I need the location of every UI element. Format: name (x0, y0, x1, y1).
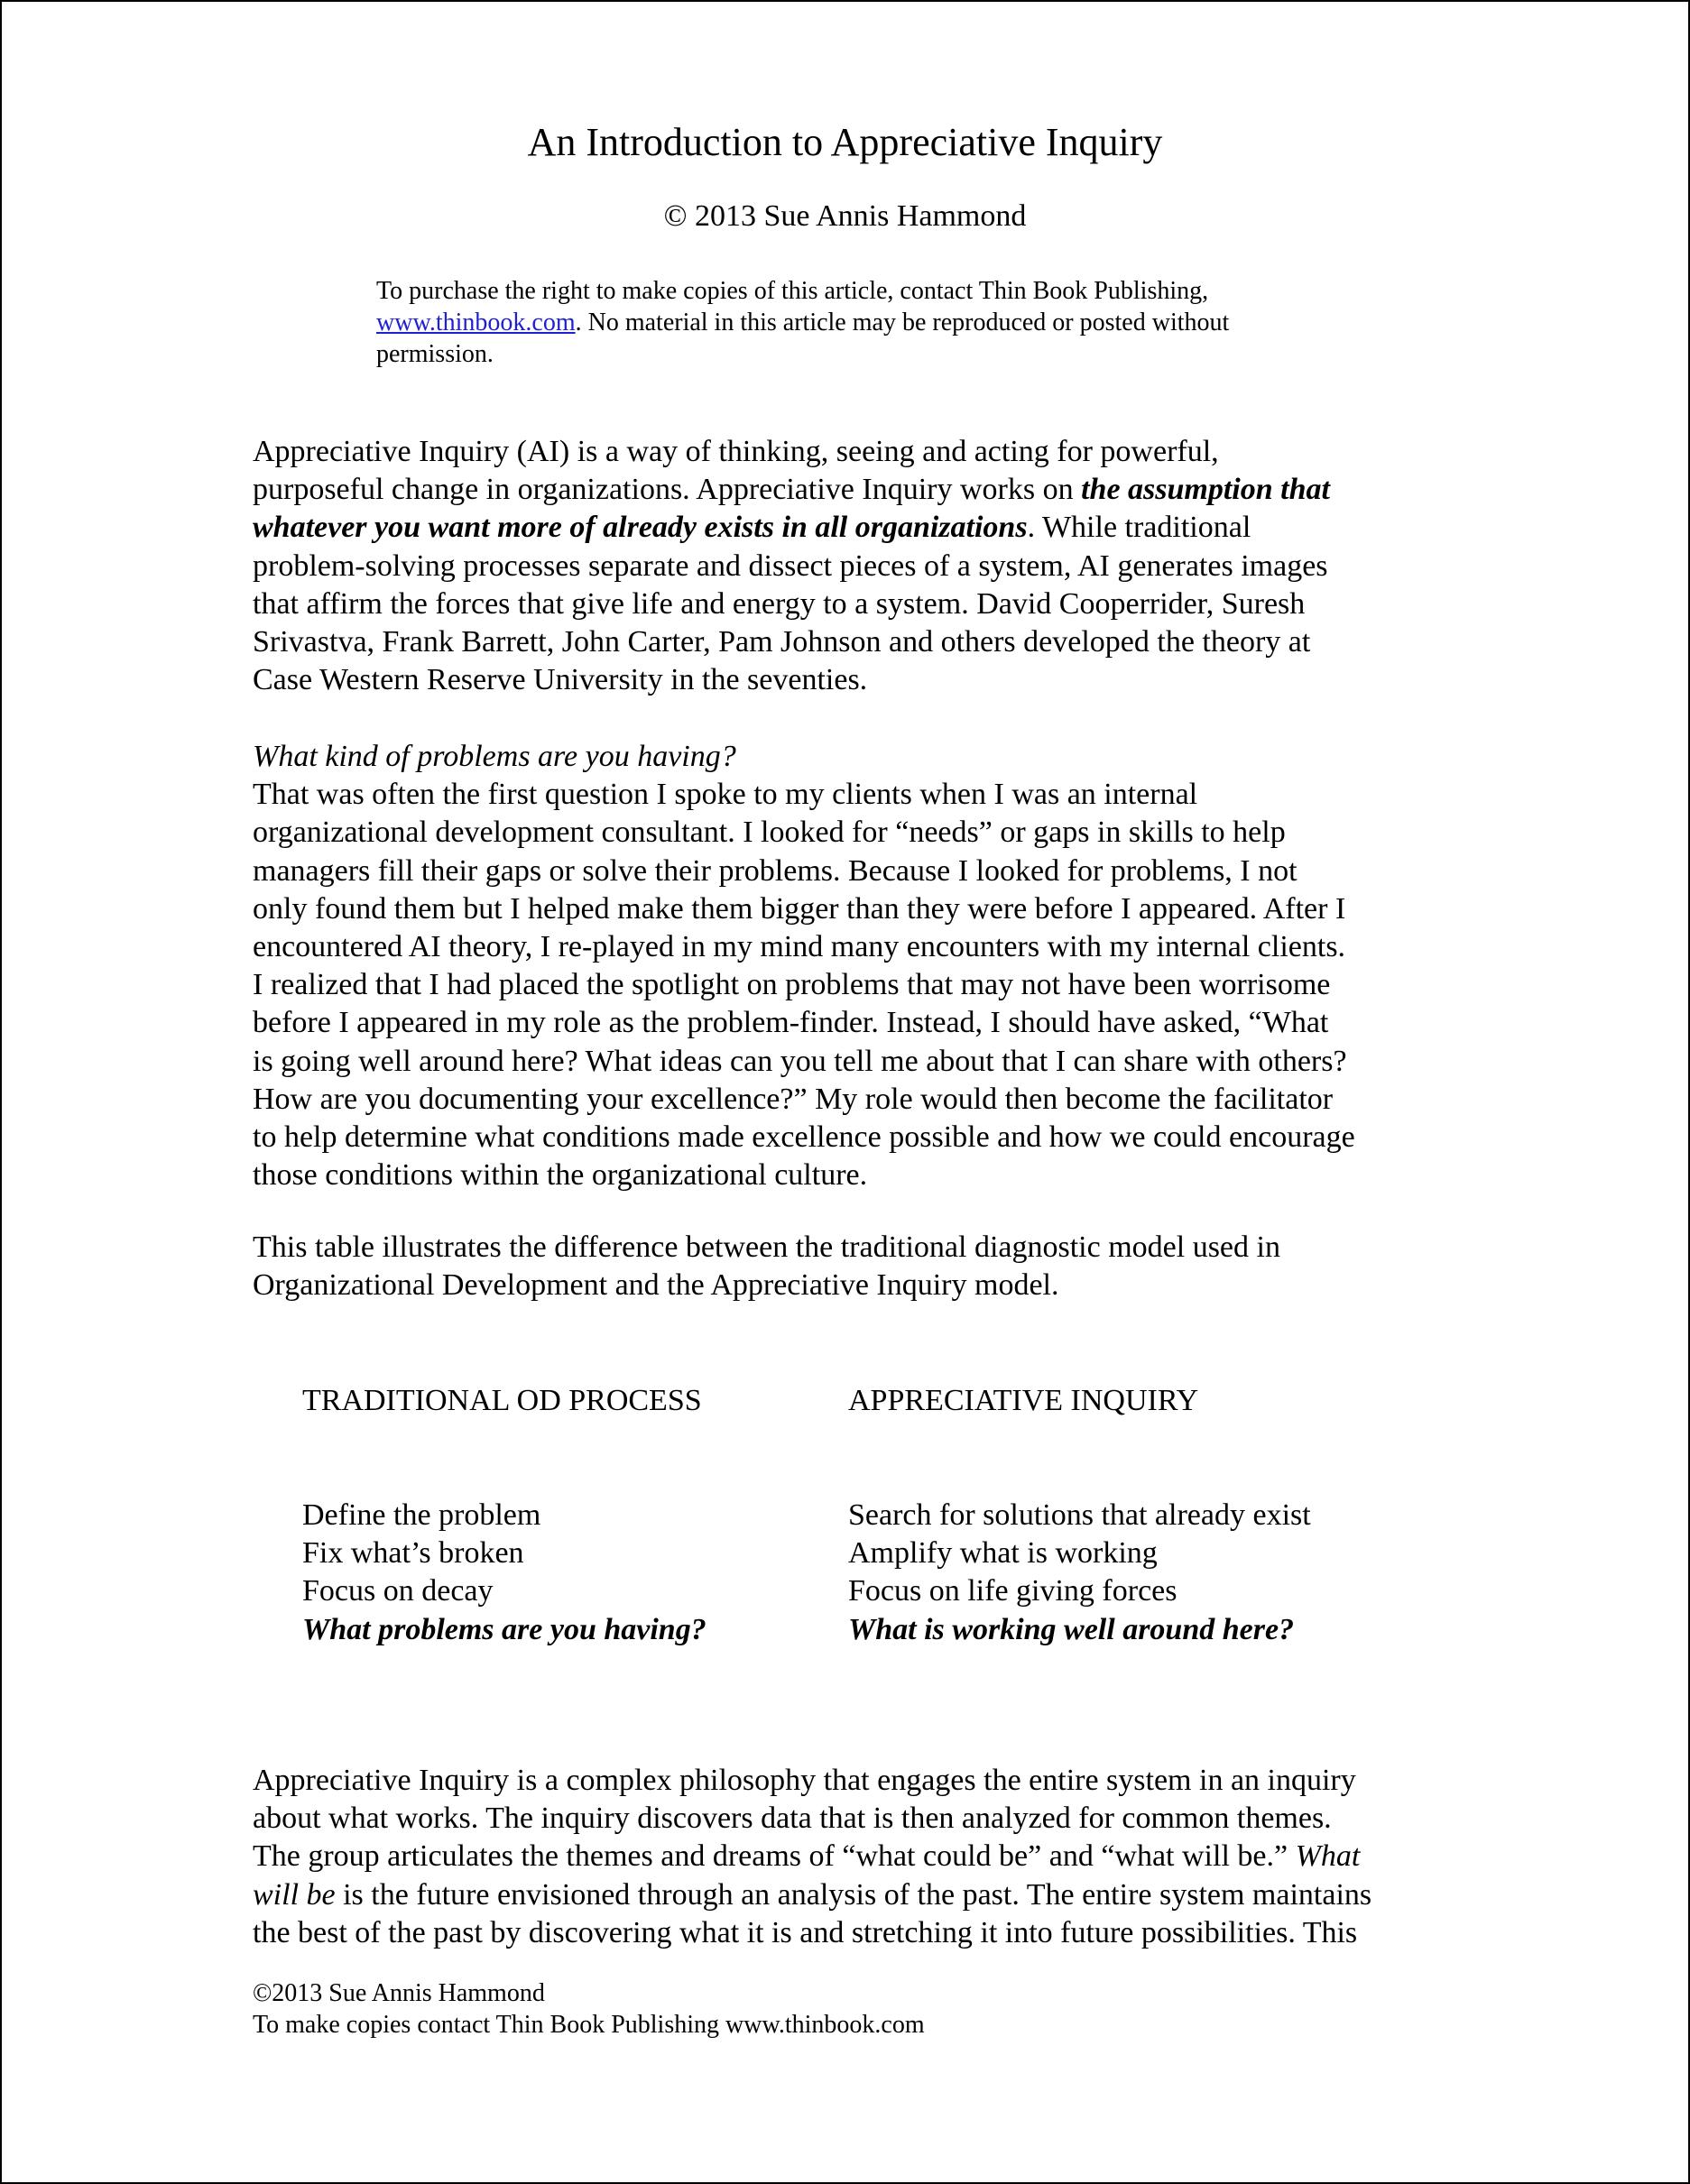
paragraph-line: Organizational Development and the Appreciative Inquiry model. (253, 1268, 1059, 1303)
question-heading: What kind of problems are you having? (253, 740, 736, 773)
notice-line: permission. (376, 340, 494, 368)
paragraph-line: only found them but I helped make them bigger than they were before I appeared. After I (253, 891, 1346, 926)
paragraph-line (253, 471, 1498, 509)
paragraph-line: That was often the first question I spoke to my clients when I was an internal (253, 778, 1198, 812)
paragraph-line (253, 1838, 1498, 1875)
appreciative-inquiry-list (848, 1497, 1311, 1649)
paragraph-line: Appreciative Inquiry (AI) is a way of thinking, seeing and acting for powerful, (253, 435, 1219, 468)
page-title: An Introduction to Appreciative Inquiry (527, 120, 1163, 164)
list-question: What is working well around here? (848, 1612, 1295, 1646)
paragraph-line: Appreciative Inquiry is a complex philosophy that engages the entire system in an inquiry (253, 1764, 1356, 1797)
list-item: Fix what’s broken (302, 1536, 524, 1571)
traditional-od-heading: TRADITIONAL OD PROCESS (302, 1384, 702, 1417)
page-footer (253, 1977, 925, 2041)
emphasis-text: whatever you want more of already exists in all organizations (253, 511, 1028, 545)
paragraph-line: before I appeared in my role as the problem-finder. Instead, I should have asked, “What (253, 1006, 1329, 1040)
paragraph-line: those conditions within the organizational culture. (253, 1158, 868, 1193)
plain-text: . While traditional (1027, 511, 1251, 545)
paragraph-line: that affirm the forces that give life and energy to a system. David Cooperrider, Suresh (253, 586, 1306, 621)
paragraph-line: Case Western Reserve University in the seventies. (253, 663, 868, 697)
paragraph-line: This table illustrates the difference between the traditional diagnostic model used in (253, 1230, 1280, 1264)
thinbook-link[interactable]: www.thinbook.com (376, 309, 576, 336)
paragraph-line: problem-solving processes separate and dissect pieces of a system, AI generates images (253, 548, 1328, 583)
notice-line-rest: . No material in this article may be reproduced or posted without (575, 309, 1230, 336)
footer-contact: To make copies contact Thin Book Publishing www.thinbook.com (253, 2011, 925, 2039)
paragraph-line: How are you documenting your excellence?” My role would then become the facilitator (253, 1082, 1334, 1116)
plain-text: The group articulates the themes and dreams of “what could be” and “what will be.” (253, 1839, 1296, 1874)
paragraph-line: Srivastva, Frank Barrett, John Carter, Pam Johnson and others developed the theory at (253, 625, 1311, 659)
plain-text: purposeful change in organizations. Appreciative Inquiry works on (253, 473, 1082, 507)
footer-copyright: ©2013 Sue Annis Hammond (253, 1979, 545, 2007)
traditional-od-list (302, 1497, 706, 1649)
list-question: What problems are you having? (302, 1612, 706, 1646)
list-item: Amplify what is working (848, 1536, 1158, 1571)
emphasis-text: will be (253, 1877, 336, 1912)
list-item: Define the problem (302, 1498, 541, 1532)
notice-line (376, 307, 1351, 338)
paragraph-line: encountered AI theory, I re-played in my mind many encounters with my internal clients. (253, 930, 1346, 964)
paragraph-line (253, 509, 1498, 547)
list-item: Focus on decay (302, 1574, 494, 1608)
emphasis-text: What (1295, 1839, 1361, 1874)
intro-paragraph (253, 433, 1498, 699)
copyright-notice (376, 275, 1351, 370)
paragraph-line: the best of the past by discovering what it is and stretching it into future possibilities. This (253, 1915, 1358, 1949)
emphasis-text: the assumption that (1081, 473, 1330, 507)
list-item: Focus on life giving forces (848, 1574, 1177, 1608)
paragraph-line: to help determine what conditions made excellence possible and how we could encourage (253, 1120, 1355, 1155)
paragraph-line: about what works. The inquiry discovers data that is then analyzed for common themes. (253, 1802, 1332, 1836)
plain-text: is the future envisioned through an analysis of the past. The entire system maintains (335, 1877, 1372, 1912)
copyright-line: © 2013 Sue Annis Hammond (663, 199, 1027, 233)
philosophy-paragraph (253, 1762, 1498, 1952)
paragraph-line: is going well around here? What ideas can you tell me about that I can share with others? (253, 1044, 1347, 1078)
appreciative-inquiry-heading: APPRECIATIVE INQUIRY (848, 1384, 1199, 1417)
paragraph-line (253, 1876, 1498, 1914)
table-intro-paragraph (253, 1229, 1498, 1304)
problems-paragraph (253, 738, 1498, 1194)
paragraph-line: I realized that I had placed the spotlight on problems that may not have been worrisome (253, 968, 1331, 1002)
paragraph-line: organizational development consultant. I looked for “needs” or gaps in skills to help (253, 816, 1286, 850)
paragraph-line: managers fill their gaps or solve their problems. Because I looked for problems, I not (253, 853, 1298, 888)
notice-line: To purchase the right to make copies of this article, contact Thin Book Publishing, (376, 277, 1209, 305)
list-item: Search for solutions that already exist (848, 1498, 1311, 1532)
